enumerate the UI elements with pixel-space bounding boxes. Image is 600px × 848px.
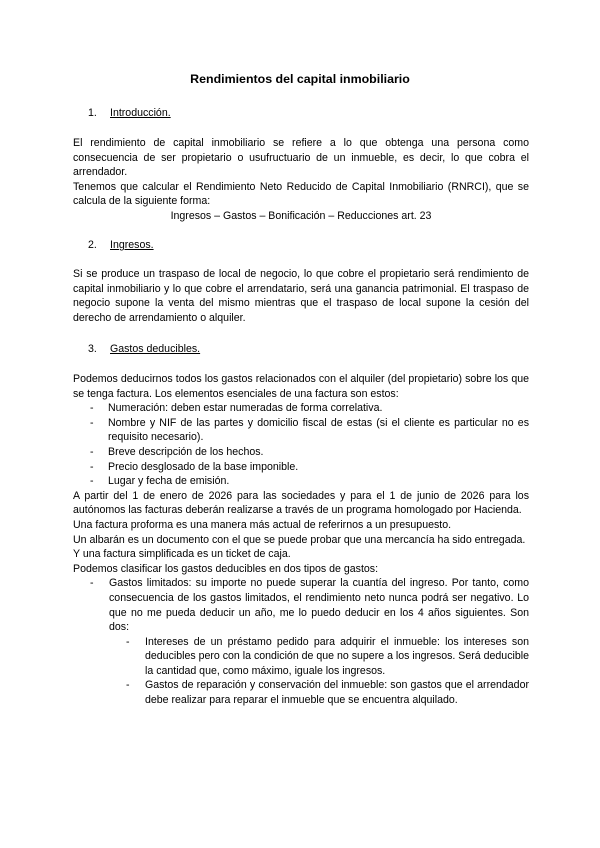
list-item: - Precio desglosado de la base imponible. — [73, 460, 529, 475]
list-item: - Numeración: deben estar numeradas de forma correlativa. — [73, 401, 529, 416]
section-3-body — [73, 372, 529, 708]
section-2-number: 2. — [88, 239, 97, 251]
section-1-body — [73, 136, 529, 224]
gastos-types-list — [73, 576, 529, 634]
invoice-elements-list — [73, 401, 529, 489]
section-2-title: Ingresos. — [110, 239, 154, 251]
ingresos-paragraph: Si se produce un traspaso de local de negocio, lo que cobre el propietario será rendimiento de capital inmobiliario y lo que cobre el arrendatario, será una ganancia patrimonial. El traspaso de negocio supone la venta del mismo mientras que el traspaso de local supone la cesión del derecho de arrendamiento o alquiler. — [73, 268, 529, 324]
facturas-2026-paragraph: A partir del 1 de enero de 2026 para las sociedades y para el 1 de junio de 2026 para los autónomos las facturas deberán realizarse a través de un programa homologado por Hacienda. — [73, 489, 529, 517]
section-1-number: 1. — [88, 107, 97, 119]
section-1-title: Introducción. — [110, 107, 171, 119]
list-item: - Gastos de reparación y conservación del inmueble: son gastos que el arrendador debe realizar para reparar el inmueble que se encuentra alquilado. — [73, 678, 529, 707]
section-2-body — [73, 267, 529, 325]
rnrci-paragraph: Tenemos que calcular el Rendimiento Neto Reducido de Capital Inmobiliario (RNRCI), que se calcula de la siguiente forma: — [73, 180, 529, 208]
list-item: - Breve descripción de los hechos. — [73, 445, 529, 460]
page-title: Rendimientos del capital inmobiliario — [190, 72, 410, 86]
list-item: - Intereses de un préstamo pedido para adquirir el inmueble: los intereses son deducibles pero con la condición de que no supere a los ingresos. Será deducible la cantidad que, como máximo, iguale los ingresos. — [73, 635, 529, 679]
gastos-limitados-item: - Gastos limitados: su importe no puede superar la cuantía del ingreso. Por tanto, como consecuencia de los gastos limitados, el rendimiento neto nunca podrá ser negativo. Lo que no me pueda deducir un año, me lo puedo deducir en los 4 años siguientes. Son dos: — [73, 576, 529, 634]
proforma-paragraph: Una factura proforma es una manera más actual de referirnos a un presupuesto. — [73, 518, 452, 531]
simplificada-paragraph: Y una factura simplificada es un ticket de caja. — [73, 548, 291, 561]
clasificar-paragraph: Podemos clasificar los gastos deducibles en dos tipos de gastos: — [73, 562, 379, 575]
list-item: - Nombre y NIF de las partes y domicilio fiscal de estas (si el cliente es particular no es requisito necesario). — [73, 416, 529, 445]
section-2-heading — [88, 238, 154, 253]
list-item: - Lugar y fecha de emisión. — [73, 474, 529, 489]
section-3-heading — [88, 342, 200, 357]
section-3-title: Gastos deducibles. — [110, 343, 201, 355]
section-1-heading — [88, 106, 171, 121]
intro-paragraph: El rendimiento de capital inmobiliario se refiere a lo que obtenga una persona como consecuencia de ser propietario o usufructuario de un inmueble, es decir, lo que cobra el arrendador. — [73, 137, 529, 179]
formula-line: Ingresos – Gastos – Bonificación – Reducciones art. 23 — [170, 209, 432, 222]
section-3-number: 3. — [88, 343, 97, 355]
gastos-intro-paragraph: Podemos deducirnos todos los gastos relacionados con el alquiler (del propietario) sobre los que se tenga factura. Los elementos esenciales de una factura son estos: — [73, 373, 529, 400]
albaran-paragraph: Un albarán es un documento con el que se puede probar que una mercancía ha sido entregada. — [73, 533, 526, 546]
gastos-limitados-sublist — [73, 635, 529, 708]
